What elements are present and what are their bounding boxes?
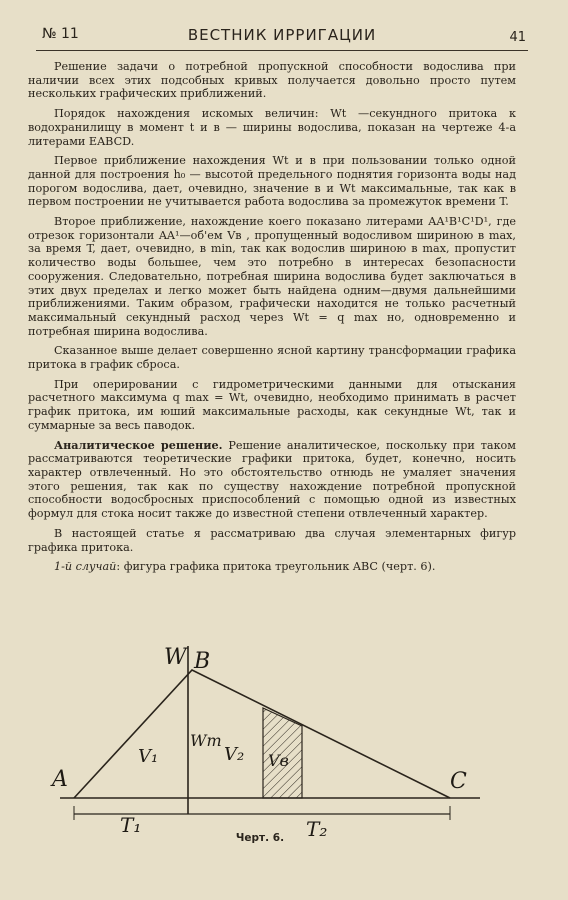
label-a: A bbox=[52, 767, 68, 792]
journal-title: ВЕСТНИК ИРРИГАЦИИ bbox=[187, 26, 377, 44]
page-number: 41 bbox=[509, 30, 526, 45]
label-w: W bbox=[164, 645, 187, 670]
label-t2: T₂ bbox=[306, 817, 328, 841]
issue-number: № 11 bbox=[42, 26, 79, 42]
label-t1: T₁ bbox=[120, 813, 142, 837]
paragraph: Первое приближение нахождения Wt и в при пользовании только одной данной для построения h₀ — высотой предельного поднятия горизонта воды над порогом водослива, дает, очевидно, значение в и Wt максимальные, так как в первом построении не учитывается работа водослива за промежуток времени T. bbox=[28, 154, 516, 209]
paragraph: Решение задачи о потребной пропускной способности водослива при наличии всех этих подсобных кривых получается довольно просто путем нескольких графических приближений. bbox=[28, 60, 516, 101]
triangle-abc bbox=[74, 670, 450, 798]
figure-caption: Черт. 6. bbox=[235, 832, 285, 844]
paragraph-analytic bbox=[28, 439, 516, 521]
label-b: B bbox=[194, 649, 211, 674]
label-v2: V₂ bbox=[224, 744, 245, 765]
paragraph: Порядок нахождения искомых величин: Wt —секундного притока к водохранилищу в момент t и в — ширины водослива, показан на чертеже 4-а литерами EABCD. bbox=[28, 107, 516, 148]
figure-6 bbox=[40, 638, 500, 858]
paragraph: В настоящей статье я рассматриваю два случая элементарных фигур графика притока. bbox=[28, 526, 516, 554]
case-line bbox=[28, 560, 516, 574]
paragraph: Сказанное выше делает совершенно ясной картину трансформации графика притока в график сброса. bbox=[28, 344, 516, 372]
paragraph: При оперировании с гидрометрическими данными для отыскания расчетного максимума q max = Wt, очевидно, необходимо принимать в расчет график притока, им юший максимальные расходы, как секундные Wt, так и суммарные за весь паводок. bbox=[28, 377, 516, 432]
label-c: C bbox=[450, 769, 467, 794]
article-body bbox=[28, 60, 516, 580]
label-wm: Wm bbox=[190, 731, 222, 750]
label-v1: V₁ bbox=[138, 746, 159, 767]
running-header bbox=[36, 24, 528, 51]
case-text: : фигура графика притока треугольник ABC (черт. 6). bbox=[116, 560, 436, 574]
case-label: 1-й случай bbox=[54, 560, 117, 574]
paragraph: Второе приближение, нахождение коего показано литерами AA¹B¹C¹D¹, где отрезок горизонтали AA¹—об'ем Vв , пропущенный водосливом шириною в max, за время T, дает, очевидно, в min, так как водослив шириною в max, пропустит количество воды большее, чем это потребно в интересах безопасности сооружения. Следовательно, потребная ширина водослива будет заключаться в этих двух пределах и легко может быть найдена одним—двумя дальнейшими приближениями. Таким образом, графически находится не только расчетный максимальный секундный расход через Wt = q max но, одновременно и потребная ширина водослива. bbox=[28, 215, 516, 338]
label-vv: Vв bbox=[268, 751, 289, 770]
section-text: Решение аналитическое, поскольку при таком рассматриваются теоретические графики притока, будет, конечно, носить характер отвлеченный. Но это обстоятельство отнюдь не умаляет значения этого решения, так как по существу нахождение потребной пропускной способности водосбросных приспособлений с помощью одной из известных формул для стока носит также до известной степени отвлеченный характер. bbox=[28, 438, 516, 521]
section-lead: Аналитическое решение. bbox=[54, 437, 223, 452]
